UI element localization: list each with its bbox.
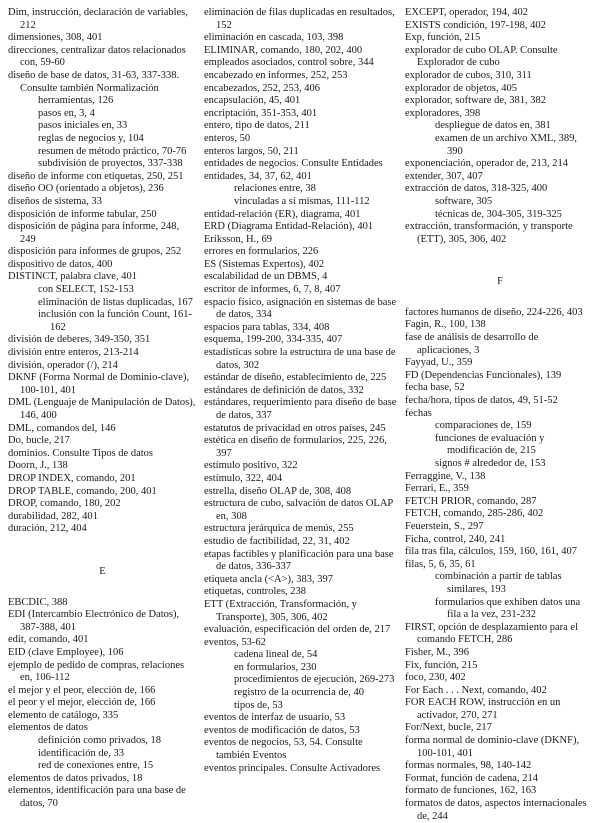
index-entry: factores humanos de diseño, 224-226, 403 — [405, 306, 583, 318]
index-subentry: registro de la ocurrencia de, 40 — [234, 687, 365, 699]
index-entry: diseño de informe con etiquetas, 250, 251 — [8, 170, 184, 182]
index-entry: explorador de cubo OLAP. Consulte Explorador de cubo — [405, 44, 558, 69]
index-entry: DROP TABLE, comando, 200, 401 — [8, 485, 157, 497]
index-entry: errores en formularios, 226 — [204, 246, 319, 258]
index-entry: DROP INDEX, comando, 201 — [8, 472, 136, 484]
index-entry: encabezados, 252, 253, 406 — [204, 82, 321, 94]
index-entry: exploradores, 398 — [405, 107, 481, 119]
index-entry: encriptación, 351-353, 401 — [204, 107, 318, 119]
index-entry: eliminación en cascada, 103, 398 — [204, 32, 344, 44]
index-entry: etapas factibles y planificación para una base de datos, 336-337 — [204, 548, 394, 573]
index-entry: DROP, comando, 180, 202 — [8, 498, 121, 510]
index-entry: estímulo, 322, 404 — [204, 472, 283, 484]
index-entry: fechas — [405, 407, 432, 419]
index-entry: fecha base, 52 — [405, 382, 465, 394]
index-subentry: identificación de, 33 — [38, 747, 125, 759]
index-entry: división entre enteros, 213-214 — [8, 347, 139, 359]
index-entry: estándares de definición de datos, 332 — [204, 384, 364, 396]
index-entry: dispositivo de datos, 400 — [8, 258, 113, 270]
index-entry: entidad-relación (ER), diagrama, 401 — [204, 208, 361, 220]
index-subentry: procedimientos de ejecución, 269-273 — [234, 674, 395, 686]
index-entry: extender, 307, 407 — [405, 170, 483, 182]
index-subentry: examen de un archivo XML, 389, 390 — [435, 132, 578, 157]
index-entry: Do, bucle, 217 — [8, 435, 70, 447]
index-entry: duración, 212, 404 — [8, 523, 87, 535]
index-entry: forma normal de dominio-clave (DKNF), 100-101, 401 — [405, 735, 580, 759]
index-entry: eventos de negocios, 53, 54. Consulte también Eventos — [204, 737, 363, 762]
index-entry: exponenciación, operador de, 213, 214 — [405, 158, 568, 170]
index-entry: For/Next, bucle, 217 — [405, 722, 492, 734]
index-entry: el peor y el mejor, elección de, 166 — [8, 697, 156, 709]
index-entry: estadísticas sobre la estructura de una base de datos, 302 — [204, 347, 396, 371]
index-subentry: con SELECT, 152-153 — [38, 284, 134, 296]
index-entry: dimensiones, 308, 401 — [8, 32, 103, 44]
index-entry: dominios. Consulte Tipos de datos — [8, 447, 153, 459]
index-entry: el mejor y el peor, elección de, 166 — [8, 684, 156, 696]
index-subentry: herramientas, 126 — [38, 95, 114, 107]
index-entry: eventos de interfaz de usuario, 53 — [204, 712, 346, 724]
index-subentry: comparaciones de, 159 — [435, 420, 532, 432]
index-entry: Ferraggine, V., 138 — [405, 470, 486, 482]
index-entry: Ficha, control, 240, 241 — [405, 533, 506, 545]
index-entry: direcciones, centralizar datos relacionados con, 59-60 — [8, 44, 186, 69]
index-entry: extracción de datos, 318-325, 400 — [405, 183, 548, 195]
index-subentry: pasos en, 3, 4 — [38, 107, 95, 119]
index-entry: espacios para tablas, 334, 408 — [204, 321, 330, 333]
index-column-3 — [405, 7, 595, 822]
index-entry: etiquetas, controles, 238 — [204, 586, 307, 598]
index-entry: fecha/hora, tipos de datos, 49, 51-52 — [405, 395, 558, 407]
index-subentry: red de conexiones entre, 15 — [38, 760, 154, 772]
index-entry: EDI (Intercambio Electrónico de Datos), 387-388, 401 — [8, 609, 180, 633]
index-entry: ERD (Diagrama Entidad-Relación), 401 — [204, 221, 374, 233]
index-entry: foco, 230, 402 — [405, 672, 466, 684]
index-entry: Feuerstein, S., 297 — [405, 520, 484, 532]
index-entry: Exp, función, 215 — [405, 32, 481, 44]
index-entry: estándar de diseño, establecimiento de, 225 — [204, 372, 387, 384]
index-subentry: subdivisión de proyectos, 337-338 — [38, 158, 183, 170]
index-entry: enteros largos, 50, 211 — [204, 145, 299, 157]
index-entry: filas, 5, 6, 35, 61 — [405, 558, 476, 570]
index-entry: Fix, función, 215 — [405, 659, 478, 671]
index-subentry: formularios que exhiben datos una fila a la vez, 231-232 — [435, 596, 581, 621]
index-entry: ELIMINAR, comando, 180, 202, 400 — [204, 44, 363, 56]
index-entry: escalabilidad de un DBMS, 4 — [204, 271, 328, 283]
index-entry: estrella, diseño OLAP de, 308, 408 — [204, 485, 352, 497]
index-column-2 — [204, 7, 397, 774]
index-entry: FETCH PRIOR, comando, 287 — [405, 495, 537, 507]
index-entry: diseños de sistema, 33 — [8, 195, 102, 207]
index-entry: evaluación, especificación del orden de, 217 — [204, 624, 391, 636]
index-subentry: resumen de método práctico, 70-76 — [38, 145, 187, 157]
index-entry: Fayyad, U., 359 — [405, 357, 473, 369]
index-entry: explorador de cubos, 310, 311 — [405, 69, 532, 81]
index-subentry: definición como privados, 18 — [38, 735, 162, 747]
index-entry: extracción, transformación, y transporte (ETT), 305, 306, 402 — [405, 221, 573, 245]
index-entry: ES (Sistemas Expertos), 402 — [204, 258, 325, 270]
index-entry: Dim, instrucción, declaración de variables, 212 — [8, 7, 188, 31]
index-entry: estatutos de privacidad en otros países, 245 — [204, 422, 386, 434]
section-letter-heading: F — [497, 276, 503, 288]
index-entry: DKNF (Forma Normal de Dominio-clave), 100-101, 401 — [8, 372, 190, 396]
index-entry: fase de análisis de desarrollo de aplicaciones, 3 — [405, 332, 539, 356]
index-entry: eventos, 53-62 — [204, 636, 266, 648]
index-entry: diseño OO (orientado a objetos), 236 — [8, 183, 164, 195]
index-entry: elementos de datos privados, 18 — [8, 772, 143, 784]
index-subentry: funciones de evaluación y modificación de, 215 — [435, 432, 545, 457]
index-subentry: combinación a partir de tablas similares, 193 — [435, 571, 562, 595]
index-entry: eventos principales. Consulte Activadores — [204, 762, 381, 774]
index-entry: estudio de factibilidad, 22, 31, 402 — [204, 535, 350, 547]
index-subentry: reglas de negocios y, 104 — [38, 132, 144, 144]
index-entry: formas normales, 98, 140-142 — [405, 760, 532, 772]
index-entry: DML, comandos del, 146 — [8, 422, 116, 434]
index-entry: edit, comando, 401 — [8, 634, 89, 646]
index-entry: entero, tipo de datos, 211 — [204, 120, 310, 132]
index-entry: Eriksson, H., 69 — [204, 233, 272, 245]
index-subentry: en formularios, 230 — [234, 661, 317, 673]
index-subentry: relaciones entre, 38 — [234, 183, 316, 195]
index-entry: elementos de datos — [8, 722, 88, 734]
index-entry: entidades, 34, 37, 62, 401 — [204, 170, 312, 182]
index-entry: espacio físico, asignación en sistemas de base de datos, 334 — [204, 296, 397, 321]
index-entry: Doorn, J., 138 — [8, 460, 68, 472]
index-entry: disposición para informes de grupos, 252 — [8, 246, 182, 258]
index-entry: estructura de cubo, salvación de datos OLAP en, 308 — [204, 498, 393, 522]
index-entry: disposición de informe tabular, 250 — [8, 208, 157, 220]
index-entry: formato de funciones, 162, 163 — [405, 785, 537, 797]
index-entry: EXCEPT, operador, 194, 402 — [405, 7, 529, 18]
index-entry: división, operador (/), 214 — [8, 359, 118, 371]
index-entry: FD (Dependencias Funcionales), 139 — [405, 369, 562, 381]
index-subentry: software, 305 — [435, 195, 493, 207]
index-entry: elementos, identificación para una base de datos, 70 — [8, 785, 186, 810]
index-entry: escritor de informes, 6, 7, 8, 407 — [204, 284, 341, 296]
index-entry: FETCH, comando, 285-286, 402 — [405, 508, 544, 520]
index-entry: DISTINCT, palabra clave, 401 — [8, 271, 137, 283]
index-entry: formatos de datos, aspectos internacionales de, 244 — [405, 798, 587, 822]
index-entry: disposición de página para informe, 248, 249 — [8, 221, 180, 245]
index-entry: For Each . . . Next, comando, 402 — [405, 684, 547, 696]
index-entry: diseño de base de datos, 31-63, 337-338. Consulte también Normalización — [8, 69, 180, 94]
index-entry: EBCDIC, 388 — [8, 596, 68, 608]
index-entry: fila tras fila, cálculos, 159, 160, 161, 407 — [405, 546, 578, 558]
index-entry: ejemplo de pedido de compras, relaciones en, 106-112 — [8, 659, 185, 684]
index-subentry: vinculadas a sí mismas, 111-112 — [234, 195, 370, 207]
index-entry: FOR EACH ROW, instrucción en un activador, 270, 271 — [405, 697, 561, 721]
index-entry: enteros, 50 — [204, 132, 251, 144]
index-subentry: inclusión con la función Count, 161-162 — [38, 309, 192, 333]
index-entry: entidades de negocios. Consulte Entidades — [204, 158, 383, 170]
index-entry: etiqueta ancla (<A>), 383, 397 — [204, 573, 334, 585]
index-entry: elemento de catálogo, 335 — [8, 709, 119, 721]
index-entry: explorador de objetos, 405 — [405, 82, 517, 94]
section-letter-heading: E — [99, 565, 106, 577]
index-entry: ETT (Extracción, Transformación, y Transporte), 305, 306, 402 — [204, 598, 357, 623]
index-entry: DML (Lenguaje de Manipulación de Datos), 146, 400 — [8, 397, 196, 421]
index-subentry: técnicas de, 304-305, 319-325 — [435, 208, 562, 220]
index-entry: EID (clave Employee), 106 — [8, 646, 124, 658]
index-entry: Fagin, R., 100, 138 — [405, 319, 486, 331]
index-entry: estructura jerárquica de menús, 255 — [204, 523, 354, 535]
index-subentry: pasos iniciales en, 33 — [38, 120, 128, 132]
index-entry: estándares, requerimiento para diseño de base de datos, 337 — [204, 397, 397, 421]
index-entry: EXISTS condición, 197-198, 402 — [405, 19, 546, 31]
index-entry: Ferrari, E., 359 — [405, 483, 469, 495]
index-entry: empleados asociados, control sobre, 344 — [204, 57, 374, 69]
index-entry: Format, función de cadena, 214 — [405, 772, 538, 784]
index-subentry: despliegue de datos en, 381 — [435, 120, 551, 132]
index-entry: FIRST, opción de desplazamiento para el comando FETCH, 286 — [405, 621, 579, 646]
index-subentry: eliminación de listas duplicadas, 167 — [38, 296, 193, 308]
index-entry: estímulo positivo, 322 — [204, 460, 298, 472]
index-subentry: tipos de, 53 — [234, 699, 283, 711]
index-entry: durabilidad, 282, 401 — [8, 510, 98, 522]
index-entry: eventos de modificación de datos, 53 — [204, 724, 360, 736]
index-entry: encapsulación, 45, 401 — [204, 95, 301, 107]
index-subentry: cadena lineal de, 54 — [234, 649, 318, 661]
index-entry: división de deberes, 349-350, 351 — [8, 334, 151, 346]
index-entry: eliminación de filas duplicadas en resultados, 152 — [204, 7, 395, 31]
index-column-1 — [8, 7, 197, 810]
index-entry: esquema, 199-200, 334-335, 407 — [204, 334, 343, 346]
index-entry: Fisher, M., 396 — [405, 646, 470, 658]
index-entry: estética en diseño de formularios, 225, 226, 397 — [204, 435, 387, 459]
index-entry: explorador, software de, 381, 382 — [405, 95, 546, 107]
index-entry: encabezado en informes, 252, 253 — [204, 69, 348, 81]
index-subentry: signos # alrededor de, 153 — [435, 458, 546, 469]
